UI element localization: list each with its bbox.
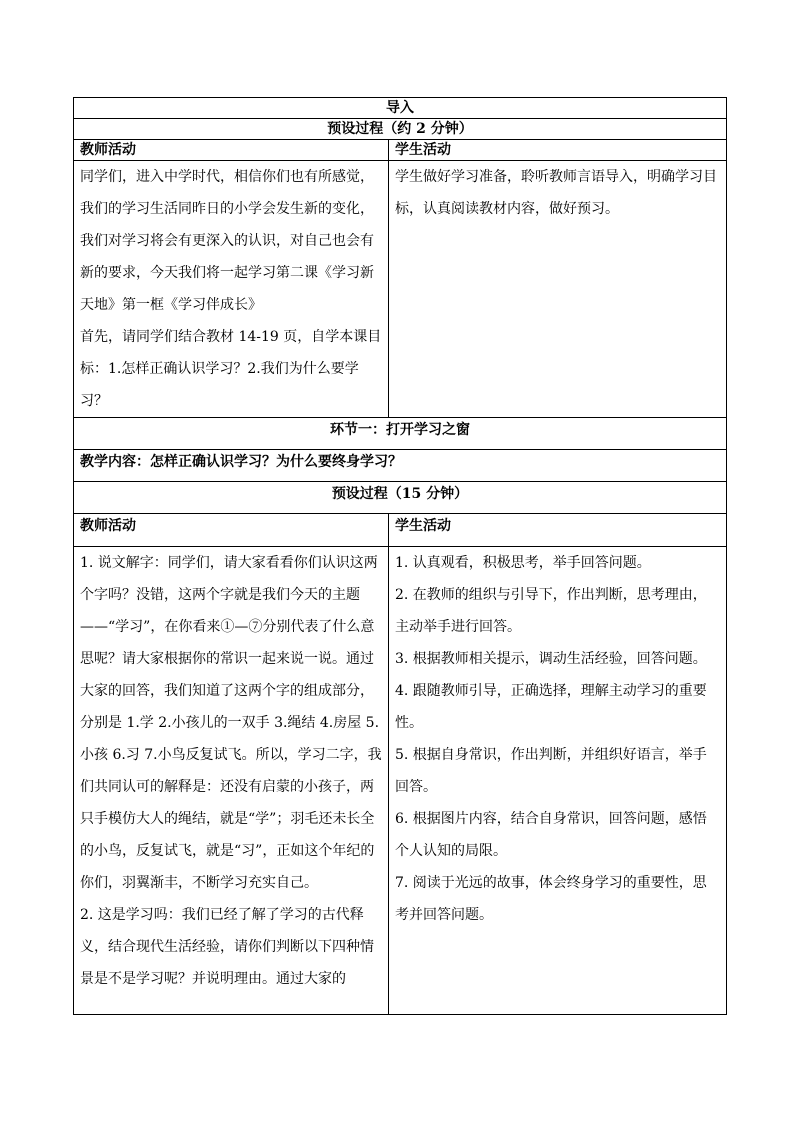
section1-process-title: 预设过程（15 分钟） <box>74 482 727 514</box>
section1-student-header: 学生活动 <box>389 514 727 547</box>
section1-teacher-header: 教师活动 <box>74 514 389 547</box>
section1-content: 教学内容：怎样正确认识学习？为什么要终身学习？ <box>74 450 727 482</box>
section1-student-paragraph: 2. 在教师的组织与引导下，作出判断，思考理由，主动举手进行回答。 <box>395 587 707 635</box>
section1-student-paragraph: 4. 跟随教师引导，正确选择，理解主动学习的重要性。 <box>395 683 707 731</box>
intro-student-header: 学生活动 <box>389 140 727 161</box>
lesson-plan-table <box>73 97 727 1015</box>
section1-teacher-paragraph: 1. 说文解字：同学们，请大家看看你们认识这两个字吗？没错，这两个字就是我们今天的主题——“学习”，在你看来①—⑦分别代表了什么意思呢？请大家根据你的常识一起来说一说。通过大家的回答，我们知道了这两个字的组成部分，分别是 1.学 2.小孩儿的一双手 3.绳结 4.房屋 5.小孩 6.习 7.小鸟反复试飞。所以，学习二字，我们共同认可的解释是：还没有启蒙的小孩子，两只手模仿大人的绳结，就是“学”；羽毛还未长全的小鸟，反复试飞，就是“习”，正如这个年纪的你们，羽翼渐丰，不断学习充实自己。 <box>80 555 382 891</box>
section1-student-paragraph: 7. 阅读于光远的故事，体会终身学习的重要性，思考并回答问题。 <box>395 875 707 923</box>
section1-title: 环节一：打开学习之窗 <box>74 418 727 450</box>
section1-student-paragraph: 6. 根据图片内容，结合自身常识，回答问题，感悟个人认知的局限。 <box>395 811 707 859</box>
intro-student-activity <box>389 161 727 418</box>
intro-teacher-paragraph: 首先，请同学们结合教材 14-19 页，自学本课目标：1.怎样正确认识学习？2.我们为什么要学习？ <box>80 329 382 409</box>
section1-student-activity <box>389 547 727 1015</box>
intro-process-title: 预设过程（约 2 分钟） <box>74 119 727 140</box>
section1-teacher-activity <box>74 547 389 1015</box>
section1-student-paragraph: 3. 根据教师相关提示，调动生活经验，回答问题。 <box>395 651 707 667</box>
intro-student-paragraph: 学生做好学习准备，聆听教师言语导入，明确学习目标，认真阅读教材内容，做好预习。 <box>395 169 717 217</box>
section1-teacher-paragraph: 2. 这是学习吗：我们已经了解了学习的古代释义，结合现代生活经验，请你们判断以下四种情景是不是学习呢？并说明理由。通过大家的 <box>80 907 374 987</box>
intro-section-title: 导入 <box>74 98 727 119</box>
intro-teacher-activity <box>74 161 389 418</box>
section1-student-paragraph: 5. 根据自身常识，作出判断，并组织好语言，举手回答。 <box>395 747 707 795</box>
intro-teacher-paragraph: 同学们，进入中学时代，相信你们也有所感觉，我们的学习生活同昨日的小学会发生新的变化，我们对学习将会有更深入的认识，对自己也会有新的要求，今天我们将一起学习第二课《学习新天地》第一框《学习伴成长》 <box>80 169 374 313</box>
intro-teacher-header: 教师活动 <box>74 140 389 161</box>
section1-student-paragraph: 1. 认真观看，积极思考，举手回答问题。 <box>395 555 651 571</box>
